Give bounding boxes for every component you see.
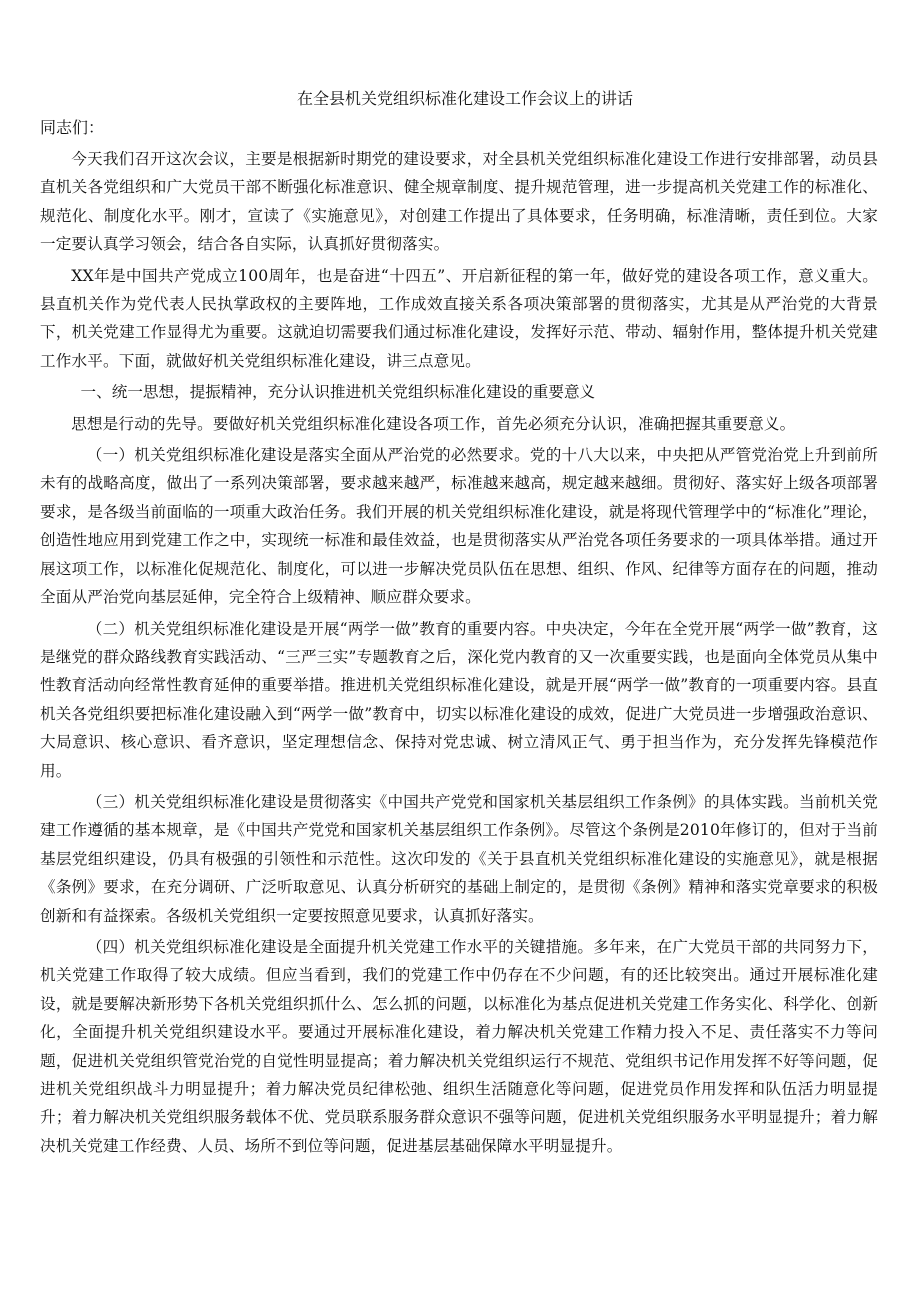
point-4: （四）机关党组织标准化建设是全面提升机关党建工作水平的关键措施。多年来，在广大党员干部的共同努力下，机关党建工作取得了较大成绩。但应当看到，我们的党建工作中仍存在不少问题，有的还比较突出。通过开展标准化建设，就是要解决新形势下各机关党组织抓什么、怎么抓的问题，以标准化为基点促进机关党建工作务实化、科学化、创新化，全面提升机关党组织建设水平。要通过开展标准化建设，着力解决机关党建工作精力投入不足、责任落实不力等问题，促进机关党组织管党治党的自觉性明显提高；着力解决机关党组织运行不规范、党组织书记作用发挥不好等问题，促进机关党组织战斗力明显提升；着力解决党员纪律松弛、组织生活随意化等问题，促进党员作用发挥和队伍活力明显提升；着力解决机关党组织服务载体不优、党员联系服务群众意识不强等问题，促进机关党组织服务水平明显提升；着力解决机关党建工作经费、人员、场所不到位等问题，促进基层基础保障水平明显提升。 — [40, 937, 878, 1155]
section-intro: 思想是行动的先导。要做好机关党组织标准化建设各项工作，首先必须充分认识，准确把握其重要意义。 — [71, 414, 796, 433]
point-2: （二）机关党组织标准化建设是开展“两学一做”教育的重要内容。中央决定，今年在全党开展“两学一做”教育，这是继党的群众路线教育实践活动、“三严三实”专题教育之后，深化党内教育的又一次重要实践，也是面向全体党员从集中性教育活动向经常性教育延伸的重要举措。推进机关党组织标准化建设，就是开展“两学一做”教育的一项重要内容。县直机关各党组织要把标准化建设融入到“两学一做”教育中，切实以标准化建设的成效，促进广大党员进一步增强政治意识、大局意识、核心意识、看齐意识，坚定理想信念、保持对党忠诚、树立清风正气、勇于担当作为，充分发挥先锋模范作用。 — [40, 619, 878, 780]
point-1: （一）机关党组织标准化建设是落实全面从严治党的必然要求。党的十八大以来，中央把从严管党治党上升到前所未有的战略高度，做出了一系列决策部署，要求越来越严，标准越来越高，规定越来越细。贯彻好、落实好上级各项部署要求，是各级当前面临的一项重大政治任务。我们开展的机关党组织标准化建设，就是将现代管理学中的“标准化”理论，创造性地应用到党建工作之中，实现统一标准和最佳效益，也是贯彻落实从严治党各项任务要求的一项具体举措。通过开展这项工作，以标准化促规范化、制度化，可以进一步解决党员队伍在思想、组织、作风、纪律等方面存在的问题，推动全面从严治党向基层延伸，完全符合上级精神、顺应群众要求。 — [40, 446, 878, 607]
document-title: 在全县机关党组织标准化建设工作会议上的讲话 — [296, 89, 633, 108]
opening-paragraph: 今天我们召开这次会议，主要是根据新时期党的建设要求，对全县机关党组织标准化建设工作进行安排部署，动员县直机关各党组织和广大党员干部不断强化标准意识、健全规章制度、提升规范管理，进一步提高机关党建工作的标准化、规范化、制度化水平。刚才，宣读了《实施意见》，对创建工作提出了具体要求，任务明确，标准清晰，责任到位。大家一定要认真学习领会，结合各自实际，认真抓好贯彻落实。 — [40, 150, 878, 254]
background-paragraph: XX年是中国共产党成立100周年，也是奋进“十四五”、开启新征程的第一年，做好党的建设各项工作，意义重大。县直机关作为党代表人民执掌政权的主要阵地，工作成效直接关系各项决策部署的贯彻落实，尤其是从严治党的大背景下，机关党建工作显得尤为重要。这就迫切需要我们通过标准化建设，发挥好示范、带动、辐射作用，整体提升机关党建工作水平。下面，就做好机关党组织标准化建设，讲三点意见。 — [40, 266, 878, 370]
point-3: （三）机关党组织标准化建设是贯彻落实《中国共产党党和国家机关基层组织工作条例》的具体实践。当前机关党建工作遵循的基本规章，是《中国共产党党和国家机关基层组织工作条例》。尽管这个条例是2010年修订的，但对于当前基层党组织建设，仍具有极强的引领性和示范性。这次印发的《关于县直机关党组织标准化建设的实施意见》，就是根据《条例》要求，在充分调研、广泛听取意见、认真分析研究的基础上制定的，是贯彻《条例》精神和落实党章要求的积极创新和有益探索。各级机关党组织一定要按照意见要求，认真抓好落实。 — [40, 792, 878, 925]
document-page — [40, 84, 878, 1284]
salutation: 同志们： — [40, 118, 105, 137]
section-heading-1: 一、统一思想，提振精神，充分认识推进机关党组织标准化建设的重要意义 — [80, 383, 596, 402]
